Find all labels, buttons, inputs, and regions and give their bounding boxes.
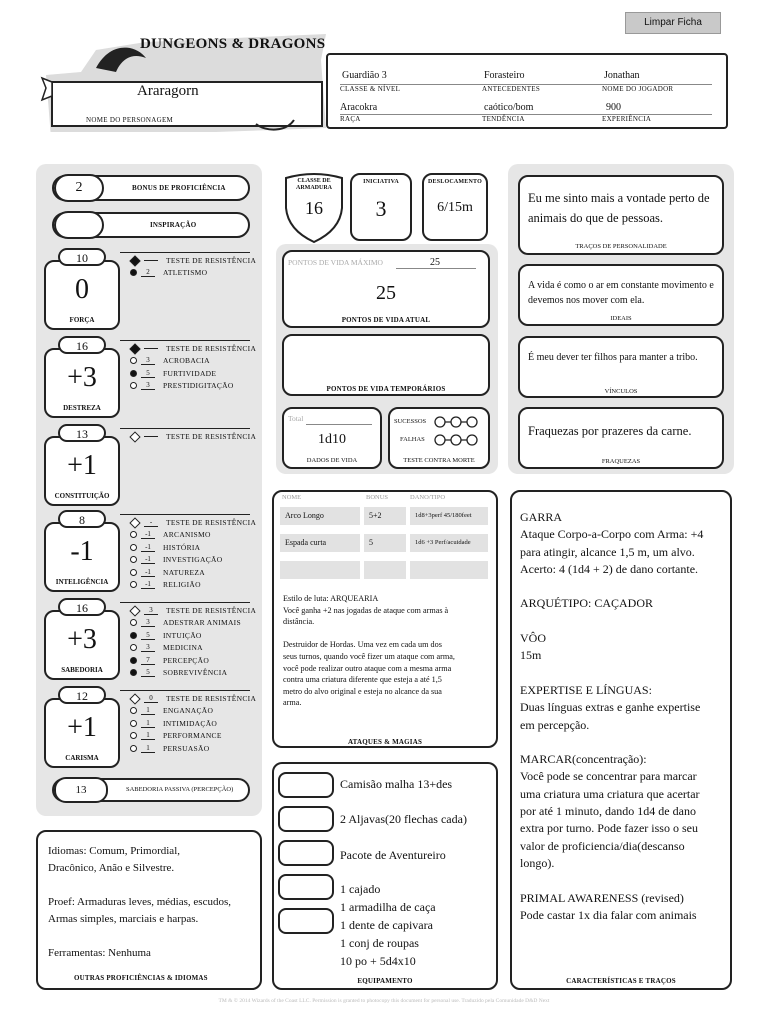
feature-line bbox=[520, 734, 728, 751]
attacks-note-line: contra uma criatura diferente que esteja a até 1,5 bbox=[283, 675, 442, 685]
skill-row bbox=[130, 369, 216, 378]
clear-sheet-button[interactable]: Limpar Ficha bbox=[625, 12, 721, 34]
hp-max-label: PONTOS DE VIDA MÁXIMO bbox=[288, 258, 383, 267]
skill-row bbox=[130, 631, 202, 640]
race[interactable]: Aracokra bbox=[340, 102, 378, 113]
feature-line: para atingir, alcance 1,5 m, um alvo. bbox=[520, 544, 695, 559]
attacks-header-damage: DANO/TIPO bbox=[410, 494, 446, 501]
skill-row bbox=[130, 381, 234, 390]
save-proficiency-diamond-icon[interactable] bbox=[129, 517, 140, 528]
equipment-item[interactable]: Pacote de Aventureiro bbox=[340, 848, 446, 862]
skill-proficiency-bubble-icon[interactable] bbox=[130, 732, 137, 739]
features-label: CARACTERÍSTICAS E TRAÇOS bbox=[566, 977, 676, 985]
traits-label: TRAÇOS DE PERSONALIDADE bbox=[575, 243, 667, 250]
intelligence-modifier: -1 bbox=[70, 536, 94, 567]
dexterity-label: DESTREZA bbox=[63, 404, 101, 412]
skill-row bbox=[130, 719, 217, 728]
feature-line: extra por turno. Pode fazer isso o seu bbox=[520, 821, 698, 836]
saving-throw-row bbox=[130, 432, 256, 441]
inspiration-value[interactable] bbox=[54, 211, 104, 239]
alignment[interactable]: caótico/bom bbox=[484, 102, 534, 113]
dexterity-modifier: +3 bbox=[67, 362, 97, 393]
attacks-note-line: metro do alvo original e esteja no alcance da sua bbox=[283, 686, 442, 696]
equipment-item[interactable]: 1 conj de roupas bbox=[340, 936, 419, 950]
attacks-note-line: seus turnos, quando você fizer um ataque com arma, bbox=[283, 651, 455, 661]
coin-slot-1-icon[interactable] bbox=[278, 772, 334, 798]
attack-3-damage[interactable] bbox=[410, 561, 488, 579]
save-modifier[interactable]: 3 bbox=[144, 606, 158, 615]
skill-label: PERCEPÇÃO bbox=[163, 655, 210, 665]
skill-row bbox=[130, 530, 211, 539]
skill-label: RELIGIÃO bbox=[163, 580, 201, 589]
skill-label: HISTÓRIA bbox=[163, 542, 201, 552]
skill-proficiency-bubble-icon[interactable] bbox=[130, 720, 137, 727]
skill-label: INVESTIGAÇÃO bbox=[163, 555, 223, 565]
death-saves-label: TESTE CONTRA MORTE bbox=[403, 457, 475, 464]
feature-line: ARQUÉTIPO: CAÇADOR bbox=[520, 596, 654, 611]
traits-text: Eu me sinto mais a vontade perto de animais do que de pessoas. bbox=[528, 191, 710, 225]
attacks-note-line: Estilo de luta: ARQUEARIA bbox=[283, 594, 379, 603]
attack-1-bonus[interactable]: 5+2 bbox=[364, 507, 406, 525]
attack-3-name[interactable] bbox=[280, 561, 360, 579]
proficiencies-label: OUTRAS PROFICIÊNCIAS & IDIOMAS bbox=[74, 974, 208, 982]
dexterity-score[interactable]: 16 bbox=[58, 336, 106, 354]
charisma-label: CARISMA bbox=[65, 754, 99, 762]
ability-wisdom bbox=[44, 601, 120, 680]
equipment-item[interactable]: 1 armadilha de caça bbox=[340, 900, 436, 914]
hp-max-underline bbox=[396, 268, 476, 269]
feature-line: MARCAR(concentração): bbox=[520, 752, 647, 767]
save-modifier[interactable] bbox=[144, 348, 158, 349]
strength-score[interactable]: 10 bbox=[58, 248, 106, 266]
save-modifier[interactable] bbox=[144, 436, 158, 437]
skill-modifier[interactable]: 3 bbox=[141, 643, 155, 652]
attacks-header-name: NOME bbox=[282, 494, 302, 501]
saving-throw-row bbox=[130, 344, 256, 353]
initiative-value[interactable]: 3 bbox=[375, 196, 387, 221]
initiative-label: INICIATIVA bbox=[363, 179, 399, 185]
skill-modifier[interactable]: 1 bbox=[141, 719, 155, 728]
feature-line: longo). bbox=[520, 855, 555, 870]
skill-modifier[interactable]: 1 bbox=[141, 731, 155, 740]
proficiency-bonus-value[interactable]: 2 bbox=[54, 174, 104, 202]
equipment-item[interactable]: 1 cajado bbox=[340, 882, 381, 896]
feature-line: EXPERTISE E LÍNGUAS: bbox=[520, 682, 652, 697]
skill-modifier[interactable]: -1 bbox=[141, 530, 155, 539]
hit-dice-label: DADOS DE VIDA bbox=[306, 457, 358, 464]
proficiencies-text[interactable] bbox=[48, 843, 258, 962]
skill-label: PERFORMANCE bbox=[163, 731, 222, 741]
skill-modifier[interactable]: 3 bbox=[141, 356, 155, 365]
flaws-label: FRAQUEZAS bbox=[601, 458, 641, 465]
skill-proficiency-bubble-icon[interactable] bbox=[130, 619, 137, 626]
attacks-note-line: Você ganha +2 nas jogadas de ataque com armas à bbox=[283, 605, 449, 615]
skill-proficiency-bubble-icon[interactable] bbox=[130, 644, 137, 651]
hp-max-value[interactable]: 25 bbox=[430, 257, 440, 268]
intelligence-score[interactable]: 8 bbox=[58, 510, 106, 528]
skill-label: ARCANISMO bbox=[163, 530, 211, 540]
skill-row bbox=[130, 580, 201, 589]
skill-proficiency-bubble-icon[interactable] bbox=[130, 544, 137, 551]
attacks-note-line: Destruidor de Hordas. Uma vez em cada um dos bbox=[283, 640, 442, 650]
skill-label: ADESTRAR ANIMAIS bbox=[163, 618, 241, 628]
save-proficiency-diamond-icon[interactable] bbox=[129, 693, 140, 704]
save-label: TESTE DE RESISTÊNCIA bbox=[166, 606, 257, 615]
skill-label: FURTIVIDADE bbox=[163, 368, 217, 378]
constitution-score[interactable]: 13 bbox=[58, 424, 106, 442]
background-label: ANTECEDENTES bbox=[482, 85, 541, 93]
attack-2-bonus[interactable]: 5 bbox=[364, 534, 406, 552]
feature-line: Duas línguas extras e ganhe expertise bbox=[520, 700, 701, 715]
hp-current-label: PONTOS DE VIDA ATUAL bbox=[341, 316, 431, 324]
attacks-note-line bbox=[283, 628, 493, 640]
skill-label: ACROBACIA bbox=[163, 356, 210, 366]
save-label: TESTE DE RESISTÊNCIA bbox=[166, 432, 257, 441]
feature-line: valor de proficiencia/dia(descanso bbox=[520, 838, 685, 853]
hit-dice-value[interactable]: 1d10 bbox=[318, 432, 346, 447]
skill-label: INTUIÇÃO bbox=[163, 630, 202, 640]
skill-proficiency-bubble-icon[interactable] bbox=[130, 632, 137, 639]
background[interactable]: Forasteiro bbox=[484, 70, 525, 81]
ability-intelligence bbox=[44, 513, 120, 592]
equipment-label: EQUIPAMENTO bbox=[357, 977, 413, 985]
skill-modifier[interactable]: 5 bbox=[141, 631, 155, 640]
coin-slot-5-icon[interactable] bbox=[278, 908, 334, 934]
copyright-footer: TM & © 2014 Wizards of the Coast LLC. Permission is granted to photocopy this document for personal use. Traduzido pela Comunidade D&D Next bbox=[218, 998, 550, 1004]
skill-row bbox=[130, 706, 213, 715]
attacks-note-line: distância. bbox=[283, 617, 315, 627]
equipment-item[interactable]: 1 dente de capivara bbox=[340, 918, 433, 932]
bonds-text: É meu dever ter filhos para manter a tribo. bbox=[528, 352, 698, 363]
skill-modifier[interactable]: 3 bbox=[141, 618, 155, 627]
coin-slot-2-icon[interactable] bbox=[278, 806, 334, 832]
skill-proficiency-bubble-icon[interactable] bbox=[130, 269, 137, 276]
skills-connector bbox=[120, 340, 250, 341]
skill-row bbox=[130, 656, 209, 665]
feature-line: Acerto: 4 (1d4 + 2) de dano cortante. bbox=[520, 561, 699, 576]
skill-label: PRESTIDIGITAÇÃO bbox=[163, 381, 234, 391]
attacks-note-line: você pode realizar outro ataque com a mesma arma bbox=[283, 663, 452, 673]
player-name-label: NOME DO JOGADOR bbox=[602, 85, 674, 93]
skill-modifier[interactable]: 7 bbox=[141, 656, 155, 665]
feature-line: em percepção. bbox=[520, 717, 590, 732]
skill-proficiency-bubble-icon[interactable] bbox=[130, 745, 137, 752]
skills-connector bbox=[120, 428, 250, 429]
attack-3-bonus[interactable] bbox=[364, 561, 406, 579]
bonds-label: VÍNCULOS bbox=[604, 388, 638, 395]
skill-row bbox=[130, 268, 207, 277]
charisma-score[interactable]: 12 bbox=[58, 686, 106, 704]
skill-label: MEDICINA bbox=[163, 643, 203, 653]
constitution-label: CONSTITUIÇÃO bbox=[54, 492, 110, 500]
save-proficiency-diamond-icon[interactable] bbox=[129, 605, 140, 616]
hp-current-value[interactable]: 25 bbox=[376, 282, 396, 304]
ideals-label: IDEAIS bbox=[610, 315, 632, 322]
skill-proficiency-bubble-icon[interactable] bbox=[130, 569, 137, 576]
character-name-label: NOME DO PERSONAGEM bbox=[86, 116, 174, 124]
armor-class-value[interactable]: 16 bbox=[305, 198, 323, 218]
skill-proficiency-bubble-icon[interactable] bbox=[130, 669, 137, 676]
attacks-notes[interactable] bbox=[283, 593, 493, 709]
speed-value[interactable]: 6/15m bbox=[437, 200, 473, 215]
coin-slot-3-icon[interactable] bbox=[278, 840, 334, 866]
skill-modifier[interactable]: 3 bbox=[141, 381, 155, 390]
flaws-text: Fraquezas por prazeres da carne. bbox=[528, 424, 692, 438]
attacks-header-bonus: BONUS bbox=[366, 494, 389, 501]
skill-row bbox=[130, 568, 205, 577]
speed-label: DESLOCAMENTO bbox=[428, 179, 482, 185]
attack-1-damage[interactable]: 1d8+3perf 45/180feet bbox=[410, 507, 488, 525]
wisdom-label: SABEDORIA bbox=[61, 666, 103, 674]
skill-row bbox=[130, 744, 209, 753]
skill-row bbox=[130, 668, 227, 677]
coin-slot-4-icon[interactable] bbox=[278, 874, 334, 900]
character-name[interactable]: Araragorn bbox=[137, 83, 199, 99]
save-proficiency-diamond-icon[interactable] bbox=[129, 431, 140, 442]
wisdom-score[interactable]: 16 bbox=[58, 598, 106, 616]
skill-modifier[interactable]: -1 bbox=[141, 543, 155, 552]
skill-proficiency-bubble-icon[interactable] bbox=[130, 370, 137, 377]
equipment-item[interactable]: 2 Aljavas(20 flechas cada) bbox=[340, 812, 467, 826]
skill-modifier[interactable]: 5 bbox=[141, 369, 155, 378]
feature-line: Pode castar 1x dia falar com animais bbox=[520, 907, 697, 922]
feature-line: Você pode se concentrar para marcar bbox=[520, 769, 697, 784]
skill-row bbox=[130, 543, 200, 552]
constitution-modifier: +1 bbox=[67, 450, 97, 481]
skill-modifier[interactable]: 1 bbox=[141, 706, 155, 715]
skill-modifier[interactable]: -1 bbox=[141, 568, 155, 577]
equipment-item[interactable]: Camisão malha 13+des bbox=[340, 777, 453, 791]
proficiencies-line bbox=[48, 877, 258, 894]
skill-proficiency-bubble-icon[interactable] bbox=[130, 556, 137, 563]
hit-dice-total-label: Total bbox=[288, 414, 304, 423]
attacks-label: ATAQUES & MAGIAS bbox=[347, 738, 423, 746]
saving-throw-row bbox=[130, 606, 256, 615]
alignment-label: TENDÊNCIA bbox=[482, 115, 525, 123]
strength-label: FORÇA bbox=[69, 316, 95, 324]
proficiency-bonus-label: BONUS DE PROFICIÊNCIA bbox=[132, 184, 226, 192]
inspiration-label: INSPIRAÇÃO bbox=[150, 221, 197, 229]
intelligence-label: INTELIGÊNCIA bbox=[55, 578, 109, 586]
features-text[interactable] bbox=[520, 509, 728, 924]
death-saves-failures-label: FALHAS bbox=[400, 436, 425, 443]
feature-line bbox=[520, 613, 728, 630]
feature-line: Ataque Corpo-a-Corpo com Arma: +4 bbox=[520, 527, 704, 542]
saving-throw-row bbox=[130, 256, 256, 265]
skill-row bbox=[130, 356, 210, 365]
skills-connector bbox=[120, 252, 250, 253]
attacks-note-line: arma. bbox=[283, 698, 302, 708]
save-label: TESTE DE RESISTÊNCIA bbox=[166, 256, 257, 265]
skill-proficiency-bubble-icon[interactable] bbox=[130, 581, 137, 588]
attack-1-name[interactable]: Arco Longo bbox=[280, 507, 360, 525]
death-saves-successes-label: SUCESSOS bbox=[394, 418, 427, 425]
class-level[interactable]: Guardião 3 bbox=[342, 70, 387, 81]
ability-constitution bbox=[44, 427, 120, 506]
save-modifier[interactable]: - bbox=[144, 518, 158, 527]
skill-label: SOBREVIVÊNCIA bbox=[163, 668, 228, 677]
ideals-text: A vida é como o ar em constante movimento e devemos nos mover com ela. bbox=[528, 280, 714, 306]
proficiencies-line: Dracônico, Anão e Silvestre. bbox=[48, 862, 175, 874]
feature-line: PRIMAL AWARENESS (revised) bbox=[520, 890, 684, 905]
skill-label: ATLETISMO bbox=[163, 268, 208, 278]
feature-line: por até 1 minuto, dando 1d4 de dano bbox=[520, 804, 696, 819]
save-modifier[interactable] bbox=[144, 260, 158, 261]
feature-line: GARRA bbox=[520, 510, 563, 524]
skill-label: ENGANAÇÃO bbox=[163, 706, 214, 716]
skill-modifier[interactable]: 2 bbox=[141, 268, 155, 277]
skill-proficiency-bubble-icon[interactable] bbox=[130, 657, 137, 664]
skills-connector bbox=[120, 690, 250, 691]
proficiencies-line: Ferramentas: Nenhuma bbox=[48, 947, 151, 959]
proficiencies-line: Idiomas: Comum, Primordial, bbox=[48, 845, 180, 857]
skill-modifier[interactable]: 5 bbox=[141, 668, 155, 677]
race-label: RAÇA bbox=[340, 115, 361, 123]
strength-modifier: 0 bbox=[75, 274, 89, 305]
skill-modifier[interactable]: -1 bbox=[141, 580, 155, 589]
feature-line: uma criatura uma criatura que acertar bbox=[520, 786, 700, 801]
attack-2-name[interactable]: Espada curta bbox=[280, 534, 360, 552]
proficiencies-line: Proef: Armaduras leves, médias, escudos, bbox=[48, 896, 231, 908]
ability-dexterity bbox=[44, 339, 120, 418]
skill-row bbox=[130, 643, 203, 652]
save-label: TESTE DE RESISTÊNCIA bbox=[166, 694, 257, 703]
skills-connector bbox=[120, 602, 250, 603]
skill-proficiency-bubble-icon[interactable] bbox=[130, 382, 137, 389]
player-name[interactable]: Jonathan bbox=[604, 70, 640, 81]
saving-throw-row bbox=[130, 518, 256, 527]
ability-strength bbox=[44, 251, 120, 330]
skill-proficiency-bubble-icon[interactable] bbox=[130, 707, 137, 714]
skill-row bbox=[130, 618, 241, 627]
death-save-bubbles[interactable] bbox=[432, 414, 480, 448]
save-proficiency-diamond-icon[interactable] bbox=[129, 343, 140, 354]
save-label: TESTE DE RESISTÊNCIA bbox=[166, 344, 257, 353]
skill-row bbox=[130, 555, 222, 564]
skill-proficiency-bubble-icon[interactable] bbox=[130, 531, 137, 538]
feature-line bbox=[520, 872, 728, 889]
wisdom-modifier: +3 bbox=[67, 624, 97, 655]
passive-wisdom-value[interactable]: 13 bbox=[54, 777, 108, 803]
save-label: TESTE DE RESISTÊNCIA bbox=[166, 518, 257, 527]
skill-row bbox=[130, 731, 222, 740]
class-level-label: CLASSE & NÍVEL bbox=[340, 85, 401, 93]
feature-line bbox=[520, 665, 728, 682]
feature-line: VÔO bbox=[520, 631, 546, 646]
ability-charisma bbox=[44, 689, 120, 768]
experience[interactable]: 900 bbox=[606, 102, 621, 113]
proficiencies-line: Armas simples, marciais e harpas. bbox=[48, 913, 199, 925]
skill-modifier[interactable]: -1 bbox=[141, 555, 155, 564]
skills-connector bbox=[120, 514, 250, 515]
charisma-modifier: +1 bbox=[67, 712, 97, 743]
feature-line: 15m bbox=[520, 648, 542, 663]
equipment-item[interactable]: 10 po + 5d4x10 bbox=[340, 954, 416, 968]
skill-label: PERSUASÃO bbox=[163, 743, 210, 753]
hp-temp-label: PONTOS DE VIDA TEMPORÁRIOS bbox=[326, 385, 446, 393]
feature-line bbox=[520, 578, 728, 595]
skill-proficiency-bubble-icon[interactable] bbox=[130, 357, 137, 364]
skill-label: NATUREZA bbox=[163, 567, 205, 577]
proficiencies-line bbox=[48, 928, 258, 945]
dnd-logo: DUNGEONS & DRAGONS bbox=[140, 36, 326, 52]
armor-class-label: CLASSE DE ARMADURA bbox=[296, 178, 332, 191]
save-proficiency-diamond-icon[interactable] bbox=[129, 255, 140, 266]
experience-label: EXPERIÊNCIA bbox=[602, 115, 652, 123]
attack-2-damage[interactable]: 1d6 +3 Perf/acuidade bbox=[410, 534, 488, 552]
save-modifier[interactable]: 0 bbox=[144, 694, 158, 703]
skill-label: INTIMIDAÇÃO bbox=[163, 718, 218, 728]
saving-throw-row bbox=[130, 694, 256, 703]
passive-wisdom-label: SABEDORIA PASSIVA (PERCEPÇÃO) bbox=[126, 786, 234, 793]
skill-modifier[interactable]: 1 bbox=[141, 744, 155, 753]
